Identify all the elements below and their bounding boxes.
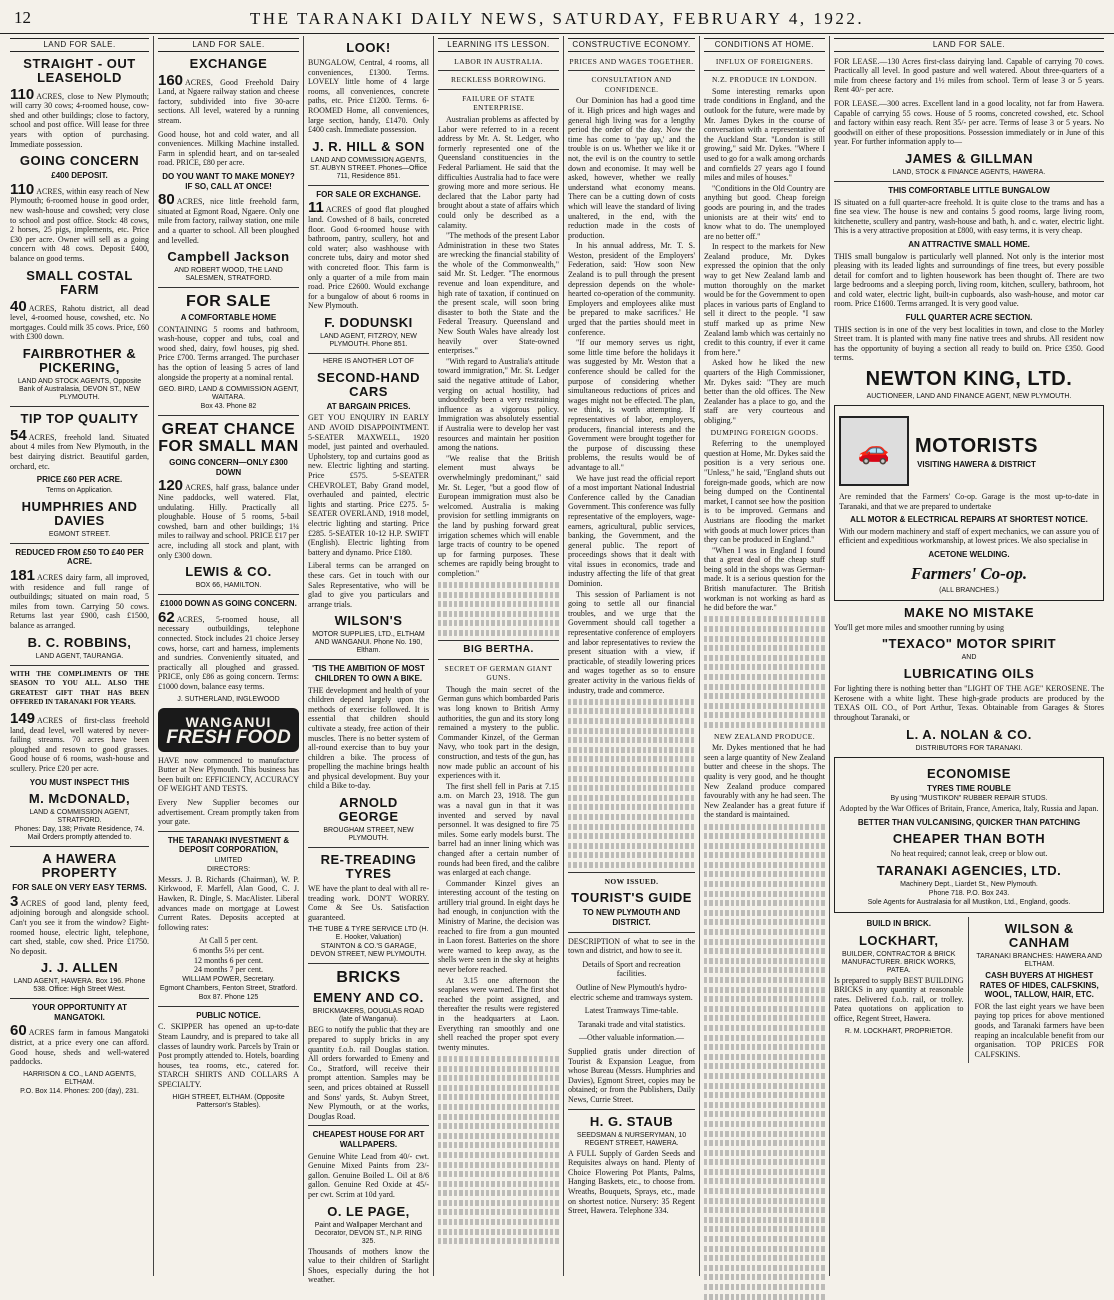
article-paragraph: In his annual address, Mr. T. S. Weston, president of the Employers' Federation, said: 'How soon New Zealand is to pull through the present depression depends on the whole-hearted co-operation of the community. Employers and employees alike must be prepared to make sacrifices.' He urged that the parties should meet in conference.: [568, 241, 695, 337]
ad-body: 181 ACRES dairy farm, all improved, with residence and full range of outbuildings; situated on main road, 5 miles from town. Carrying 50 cows. Returns last year £900, cash £1500, balance as arranged.: [10, 567, 149, 630]
ad-body: Genuine White Lead from 40/- cwt. Genuine Mixed Paints from 23/- gallon. Genuine Boiled L. Oil at 8/6 gallon. Genuine Red Oxide at 45/- per cwt. Scrim at 10d yard.: [308, 1151, 429, 1199]
ad-heading: A HAWERA PROPERTY: [41, 851, 118, 881]
ad-subheading: Phone 718. P.O. Box 243.: [928, 889, 1010, 897]
ad-heading: GREAT CHANCE FOR SMALL MAN: [158, 421, 299, 456]
ad-body: WITH THE COMPLIMENTS OF THE SEASON TO YOU ALL. ALSO THE GREATEST GIFT THAT HAS BEEN OFFERED IN TARANAKI FOR YEARS.: [10, 669, 149, 707]
article-paragraph: "If our memory serves us right, some little time before the holidays it was suggested by Mr. Weston that a conference should be called for the purpose of considering whether simultaneous reductions of prices and wages might not be effected. The plan, we think, is worth attempting. If representatives of labor, employers, producers, financial interests and the Government were brought together for the purpose of discussing these problems, the results would be of advantage to all.": [568, 338, 695, 472]
ad-heading: J. J. ALLEN: [40, 960, 119, 976]
rates-line: 6 months 5½ per cent.: [192, 946, 265, 956]
ad-subheading: AUCTIONEER, LAND AND FINANCE AGENT, NEW PLYMOUTH.: [866, 393, 1072, 401]
ad-heading: TOURIST'S GUIDE: [571, 890, 692, 906]
article-paragraph: Though the main secret of the German guns which bombarded Paris was long known to British Army authorities, the gun and its story long remained a mystery to the public. Commander Kinzel, of the German Navy, who took part in the design, construction, and tests of the gun, has now made public an account of his experiences with it.: [438, 684, 559, 781]
ad-subheading: THE TUBE & TYRE SERVICE LTD (H. E. Hooker, Valuation): [308, 926, 429, 942]
ad-subheading: FULL QUARTER ACRE SECTION.: [905, 313, 1033, 323]
ad-body: Are reminded that the Farmers' Co-op. Garage is the most up-to-date in Taranaki, and that we are prepared to undertake: [839, 492, 1099, 511]
ad-body: Liberal terms can be arranged on these cars. Get in touch with our Sales Representative, who will be glad to give you particulars and arrange trials.: [308, 561, 429, 609]
ad-body: BEG to notify the public that they are prepared to supply bricks in any quantity f.o.b. rail Douglas station. All orders forwarded to Emeny and Co., Stratford, will receive their prompt attention. Samples may be seen, and prices obtained at Russell and Sons' yards, St. Aubyn Street, New Plymouth, or at the works, Douglas Road.: [308, 1025, 429, 1121]
ad-subheading: BRICKMAKERS, DOUGLAS ROAD (late of Wanganui).: [312, 1008, 425, 1024]
article-paragraph: Commander Kinzel gives an interesting account of the testing on artillery trial ground. In eight days he had enough, in conjunction with the Ministry of Marine, the decision was reached to fire from a gun mounted in Laon forest. Batteries on the shore were warned to keep away, as the shells were seen in the sky at heights never before reached.: [438, 878, 559, 975]
ad-subheading: AND: [961, 654, 977, 662]
ad-heading: WILSON & CANHAM: [1004, 920, 1074, 950]
ad-subheading: R. M. LOCKHART, PROPRIETOR.: [844, 1027, 953, 1035]
wanganui-fresh-food-logo: WANGANUI FRESH FOOD: [158, 708, 299, 752]
ad-subheading: 'TIS THE AMBITION OF MOST CHILDREN TO OWN A BIKE.: [312, 664, 425, 683]
ad-heading: MOTORISTS: [915, 435, 1039, 458]
column-ads-3: [304, 36, 434, 1285]
ad-heading: MAKE NO MISTAKE: [903, 604, 1035, 620]
ad-subheading: ALL MOTOR & ELECTRICAL REPAIRS AT SHORTEST NOTICE.: [850, 515, 1088, 525]
ad-body: 110 ACRES, close to New Plymouth; will carry 30 cows; 4-roomed house, cow-shed and other buildings; close to factory, school and post office. Will lease for three years with option of purchasing. Immediate possession.: [10, 85, 149, 149]
article-headline: CONDITIONS AT HOME.: [704, 38, 825, 52]
column-article-conditions-at-home: [700, 36, 830, 1276]
ad-heading: SECOND-HAND CARS: [317, 369, 420, 399]
article-subheading: CONSULTATION AND CONFIDENCE.: [591, 75, 672, 94]
ad-subheading: GOING CONCERN—ONLY £300 DOWN: [169, 458, 288, 477]
rates-line: At Call 5 per cent.: [199, 936, 258, 946]
ad-body: 160 ACRES, Good Freehold Dairy Land, at Ngaere railway station and cheese factory, subdivided into five 30-acre sections. All level, watered by a running stream.: [158, 71, 299, 125]
ad-heading: RE-TREADING TYRES: [320, 852, 417, 882]
ad-heading: TARANAKI AGENCIES, LTD.: [876, 862, 1062, 878]
ad-heading: FAIRBROTHER & PICKERING,: [22, 345, 137, 375]
ad-body: 120 ACRES, half grass, balance under Nine paddocks, well watered. Flat, undulating. Hilly. Practically all ploughable. House of 5 rooms, 5-bail cowshed, barn and other buildings; 1¼ miles to railway and school. PRICE £17 per acre, including all stock and plant, with only £300 down.: [158, 477, 299, 560]
ad-subheading: TO NEW PLYMOUTH AND DISTRICT.: [582, 908, 681, 928]
ad-body: GET YOU ENQUIRY IN EARLY AND AVOID DISAPPOINTMENT. 5-SEATER MAXWELL, 1920 model, just painted and overhauled. Upholstery, top and curtains good as new. Electric lighting and starting. Price £575. 5-SEATER CHEVROLET, Baby Grand model, overhauled and painted, electric lights and starting. Price £275. 5-SEATER OVERLAND, 1918 model, electric lighting and starting. Price £285. 5-SEATER 10-12 H.P. SWIFT (English). Electric lighting from battery and dynamo. Price £180.: [308, 413, 429, 557]
ad-body: Supplied gratis under direction of Tourist & Expansion League, from whose Bureau (Messrs. Humphries and Davies), Egmont Street, copies may be obtained; or from the Publishers, Daily News, Currie Street.: [568, 1047, 695, 1104]
ad-body: BUNGALOW, Central, 4 rooms, all conveniences, £1300. Terms. LOVELY little home of 4 large rooms, all conveniences, concrete paths, etc. Price £1200. Terms. 6-ROOMED Home, all conveniences, large section, handy, £1470. Only £400 cash. Immediate possession.: [308, 58, 429, 135]
ad-heading: HUMPHRIES AND DAVIES: [21, 498, 138, 528]
page-columns: [6, 36, 1108, 1285]
ad-subheading: CASH BUYERS AT HIGHEST RATES OF HIDES, CALFSKINS, WOOL, TALLOW, HAIR, ETC.: [979, 970, 1099, 1000]
ad-subheading: £400 DEPOSIT.: [51, 171, 108, 181]
ad-heading: JAMES & GILLMAN: [904, 150, 1034, 166]
ad-heading: LOCKHART,: [858, 932, 939, 948]
article-subheading: SECRET OF GERMAN GIANT GUNS.: [444, 663, 553, 683]
ad-subheading: (ALL BRANCHES.): [939, 586, 999, 594]
column-header: LAND FOR SALE.: [158, 38, 299, 52]
guide-item: Latest Tramways Time-table.: [584, 1006, 679, 1016]
ad-heading: "TEXACO" MOTOR SPIRIT: [881, 636, 1057, 652]
lockhart-advert: [834, 917, 969, 1063]
ad-heading: LEWIS & CO.: [185, 564, 272, 580]
ad-subheading: THIS COMFORTABLE LITTLE BUNGALOW: [888, 185, 1050, 195]
page-number: 12: [14, 8, 31, 27]
ad-body: WE have the plant to deal with all re-treading work. DON'T WORRY. Come & See Us. Satisfaction guaranteed.: [308, 884, 429, 922]
ad-subheading: AT BARGAIN PRICES.: [326, 401, 411, 411]
ad-subheading: WILLIAM POWER, Secretary.: [182, 975, 275, 983]
column-land-for-sale-1: [6, 36, 154, 1276]
ad-subheading: MOTOR SUPPLIES, LTD., ELTHAM AND WANGANUI. Phone No. 190, Eltham.: [312, 631, 425, 655]
ad-subheading: P.O. Box 114. Phones: 200 (day), 231.: [20, 1087, 139, 1095]
column-article-learning-its-lesson: [434, 36, 564, 1276]
ad-heading: ECONOMISE: [927, 765, 1011, 781]
ad-body: THIS section is in one of the very best localities in town, and close to the Morley Street tram. It is planted with many fine native trees and shrubs. All resident now has the opportunity of buying a section all ready to build on. Price £350. Good terms.: [834, 324, 1104, 363]
ad-subheading: PRICE £60 PER ACRE.: [36, 475, 123, 485]
ad-subheading: HIGH STREET, ELTHAM. (Opposite Patterson's Stables).: [172, 1093, 285, 1109]
newspaper-title: THE TARANAKI DAILY NEWS, SATURDAY, FEBRUARY 4, 1922.: [249, 9, 865, 28]
ad-subheading: ACETONE WELDING.: [928, 550, 1010, 559]
ad-body: 11 ACRES of good flat ploughed land. Cowshed of 8 bails, concreted floor. Good 6-roomed house with bathroom, pantry, scullery, hot and cold water; also washhouse with concrete tubs, dairy and motor shed with concreted floor. This farm is only a quarter of a mile from main road. Price £2600. Would exchange for a bungalow of about 6 rooms in New Plymouth.: [308, 199, 429, 311]
ad-heading: H. G. STAUB: [589, 1113, 674, 1129]
ad-subheading: VISITING HAWERA & DISTRICT: [917, 460, 1036, 470]
column-header: LAND FOR SALE.: [834, 38, 1104, 52]
ad-subheading: LAND, STOCK & FINANCE AGENTS, HAWERA.: [892, 168, 1046, 176]
ad-body: With our modern machinery and staff of expert mechanics, we can assure you of efficient and expeditious workmanship, at lowest prices. We also specialise in: [839, 526, 1099, 546]
ad-subheading: REDUCED FROM £50 TO £40 PER ACRE.: [15, 547, 144, 567]
article-paragraph: "When I was in England I found that a great deal of the cheap stuff being sold in the shops was German-made. It is a serious question for the British manufacturer. The British workman is not working as hard as he did before the war.": [704, 545, 825, 613]
ad-body: Every New Supplier becomes our advertisement. Cream promptly taken from your gate.: [158, 797, 299, 827]
ad-body: C. SKIPPER has opened an up-to-date Steam Laundry, and is prepared to take all classes of laundry work. Parcels by Train or Post promptly attended to. Hotels, boarding houses, tea rooms, etc., catered for. STARCH SHIRTS AND COLLARS A SPECIALTY.: [158, 1022, 299, 1089]
ad-subheading: Machinery Dept., Liardet St., New Plymouth.: [900, 880, 1038, 888]
column-header: LAND FOR SALE.: [10, 38, 149, 52]
ad-subheading: DO YOU WANT TO MAKE MONEY? IF SO, CALL AT ONCE!: [162, 171, 295, 191]
guide-item: Taranaki trade and vital statistics.: [577, 1019, 686, 1029]
ad-heading: STRAIGHT - OUT LEASEHOLD: [23, 55, 136, 85]
ad-body: THIS small bungalow is particularly well planned. Not only is the interior most pleasing with its leaded lights and surroundings of fine trees, but every possible detail for comfort and to lighten housework has been thought of. There are two large bedrooms and a sleeping porch, living room, kitchen, scullery, bathroom, hot and cold water, electric light, built-in cupboards, also wash-house, and motor car room. Price £1600. Terms arranged. It is very good value.: [834, 251, 1104, 309]
ad-subheading: Terms on Application.: [46, 486, 113, 494]
article-subheading: LABOR IN AUSTRALIA.: [454, 56, 543, 66]
ad-heading: WILSON'S: [334, 613, 403, 629]
ad-heading: CHEAPER THAN BOTH: [892, 831, 1046, 847]
ad-subheading: EGMONT STREET.: [48, 530, 111, 538]
ad-subheading: Box 87. Phone 125: [198, 993, 259, 1001]
ad-subheading: NOW ISSUED.: [604, 876, 659, 886]
ad-subheading: STAINTON & CO.'S GARAGE, DEVON STREET, NEW PLYMOUTH.: [310, 943, 427, 959]
ad-heading: SMALL COSTAL FARM: [26, 267, 133, 297]
article-headline: BIG BERTHA.: [463, 644, 534, 656]
ad-subheading: FOR SALE ON VERY EASY TERMS.: [12, 883, 147, 893]
ad-subheading: GEO. BIRD, LAND & COMMISSION AGENT, WAITARA.: [158, 386, 299, 402]
ad-body: IS situated on a full quarter-acre freehold. It is quite close to the trams and has a fine sea view. The house is new and contains 5 good rooms, large living room, kitchenette, scullery and pantry, wash-house and bath, h. and c. water, electric light. This is a very attractive proposition at £800, with easy terms, it is very cheap.: [834, 197, 1104, 236]
ad-subheading: DIRECTORS:: [206, 865, 251, 873]
ad-heading: LOOK!: [346, 40, 391, 55]
ad-subheading: HERE IS ANOTHER LOT OF: [323, 357, 414, 365]
article-headline: LEARNING ITS LESSON.: [438, 38, 559, 52]
ad-heading: GOING CONCERN: [19, 153, 140, 169]
ad-subheading: J. SUTHERLAND, INGLEWOOD: [177, 695, 280, 703]
ad-heading: ARNOLD GEORGE: [338, 795, 399, 825]
ad-heading: THE TARANAKI INVESTMENT & DEPOSIT CORPORATION,: [167, 835, 290, 855]
ad-subheading: YOUR OPPORTUNITY AT MANGATOKI.: [32, 1003, 127, 1022]
rates-line: 24 months 7 per cent.: [193, 965, 264, 975]
ad-subheading: BOX 66, HAMILTON.: [195, 582, 262, 590]
ad-body: FOR the last eight years we have been paying top prices for above mentioned goods, and Taranaki farmers have been reaping an incalculable benefit from our organisation. TOP PRICES FOR CALFSKINS.: [974, 1001, 1104, 1059]
ad-subheading: Egmont Chambers, Fenton Street, Stratford.: [159, 984, 298, 992]
wilson-canham-advert: [975, 917, 1105, 1063]
ad-subheading: Paint and Wallpaper Merchant and Decorator, DEVON ST., N.P. RING 325.: [314, 1221, 423, 1245]
ad-body: 54 ACRES, freehold land. Situated about 4 miles from New Plymouth, in the best dairying district. Beautiful garden, orchard, etc.: [10, 426, 149, 471]
ad-body: Messrs. J. B. Richards (Chairman), W. P. Kirkwood, F. Marfell, Alan Good, C. J. Hawken, R. Dingle, S. MacAlister. Liberal advances made on mortgage at Lowest Current Rates. Deposits accepted at following rates:: [158, 874, 299, 932]
article-paragraph: We have just read the official report of a most important National Industrial Conference called by the Canadian Government. This conference was fully representative of the employers, wage-earners, agricultural, public services, banking, the Government, and the general public. The report of proceedings shows that it dealt with vital issues in economics, trade and industry affecting the life of that great Dominion.: [568, 473, 695, 589]
ad-body: CONTAINING 5 rooms and bathroom, wash-house, copper and tubs, coal and wood shed, dairy, fowl houses, pig shed. Price £700. Terms arranged. The purchaser has the option of leasing 5 acres of land alongside the property at a nominal rental.: [158, 324, 299, 382]
ad-subheading: PUBLIC NOTICE.: [196, 1010, 261, 1020]
ad-body: 60 ACRES farm in famous Mangatoki district, at a price every one can afford. Good house, sheds and well-watered paddocks.: [10, 1022, 149, 1067]
article-subheading: PRICES AND WAGES TOGETHER.: [569, 56, 694, 66]
ad-heading: Campbell Jackson: [167, 249, 290, 265]
rates-line: 12 months 6 per cent.: [193, 955, 264, 965]
column-land-for-sale-right: [830, 36, 1108, 1276]
guide-item: Outline of New Plymouth's hydro-electric scheme and tramways system.: [570, 983, 693, 1002]
ad-body: Adopted by the War Offices of Britain, France, America, Italy, Russia and Japan.: [839, 804, 1099, 814]
ad-body: 80 ACRES, nice little freehold farm, situated at Egmont Road, Ngaere. Only one mile from factory, railway station, one mile and a quarter to school. All been ploughed and levelled.: [158, 191, 299, 245]
ad-body: Is prepared to supply BEST BUILDING BRICKS in any quantity at reasonable rates. Delivered f.o.b. rail, or trolley. Patea quotations on application to office, Regent Street, Hawera.: [834, 975, 964, 1023]
ad-body: FOR LEASE.—300 acres. Excellent land in a good locality, not far from Hawera. Capable of carrying 55 cows. House of 5 rooms, concreted cowshed, etc. School and factory within easy reach. Rent 35/- per acre. Terms of lease 3 or 5 years. No goodwill on either of these propositions. Possession immediately or in June of this year. For further information apply to—: [834, 98, 1104, 147]
masthead: [0, 0, 1114, 34]
ad-subheading: SEEDSMAN & NURSERYMAN, 10 REGENT STREET, HAWERA.: [576, 1131, 687, 1147]
article-paragraph: "We realise that the British element must always be overwhelmingly predominant," said Mr. St. Leger, "but a good flow of European immigration must also be welcomed. Australia is making provision for settling immigrants on the land by pushing forward great irrigation schemes which will enable large tracts of country to be opened up for farming purposes. These schemes are rapidly being brought to completion.": [438, 453, 559, 578]
article-subheading: N.Z. PRODUCE IN LONDON.: [711, 75, 818, 85]
article-paragraph: Mr. Dykes mentioned that he had seen a large quantity of New Zealand butter and cheese in the shops. The quality is very good, and he thought New Zealand produce compared favourably with any he had seen. The New Zealander has a great future if the standard is maintained.: [704, 743, 825, 820]
ad-subheading: LAND AGENT, HAWERA. Box 196. Phone 538. Office: High Street West.: [13, 978, 146, 994]
ad-body: HAVE now commenced to manufacture Butter at New Plymouth. This business has been built on: EFFICIENCY, ACCURACY OF WEIGHT AND TESTS.: [158, 755, 299, 794]
ad-subheading: AND ROBERT WOOD, THE LAND SALESMEN, STRATFORD.: [174, 267, 283, 283]
article-paragraph: The first shell fell in Paris at 7.15 a.m. on March 23, 1918. The gun was a naval gun in that it was invented and served by naval personnel. It was designed to fire 75 miles. Some early models burst. The barrel had an inner lining which was changed after a certain number of rounds had been fired, and the calibre was enlarged at each change.: [438, 781, 559, 878]
ad-subheading: LAND AGENT, FITZROY, NEW PLYMOUTH. Phone 851.: [320, 332, 417, 348]
ad-heading: Farmers' Co-op.: [910, 563, 1028, 583]
car-icon: 🚗: [839, 416, 909, 486]
ad-heading: EXCHANGE: [189, 55, 268, 71]
ad-body: DESCRIPTION of what to see in the town and district, and how to see it.: [568, 936, 695, 956]
ad-subheading: Phones: Day, 138; Private Residence, 74. Mail Orders promptly attended to.: [14, 826, 145, 842]
ad-subheading: BUILDER, CONTRACTOR & BRICK MANUFACTURER. BRICK WORKS, PATEA.: [841, 950, 956, 974]
ad-subheading: Sole Agents for Australasia for all Mustikon, Ltd., England, goods.: [867, 898, 1071, 906]
ad-subheading: LIMITED: [214, 856, 243, 864]
ad-body: FOR LEASE.—130 Acres first-class dairying land. Capable of carrying 70 cows. Practically all level. In good pasture and well watered. About three-quarters of a mile from cheese factory and 1½ miles from school. Term of lease 3 or 5 years. Rent 40/- per acre.: [834, 56, 1104, 95]
ad-subheading: LAND AND STOCK AGENTS, Opposite Bank of Australasia, DEVON ST., NEW PLYMOUTH.: [17, 377, 142, 401]
ad-body: 62 ACRES, 5-roomed house, all necessary outbuildings, telephone connected. Stock includes 21 choice Jersey cows, horse, cart and harness, implements and sundries. Conveniently situated, and practically all ploughed and grassed. PRICE, only £86 as going concern. Terms: £1000 down, balance easy terms.: [158, 608, 299, 691]
ad-subheading: CHEAPEST HOUSE FOR ART WALLPAPERS.: [312, 1130, 425, 1149]
ad-heading: J. R. HILL & SON: [312, 138, 425, 154]
article-paragraph: At 3.15 one afternoon the seaplanes were warned. The first shot reached the point assigned, and thereafter the results were registered in the headquarters at Laon. Everything ran smoothly and one shell reached the proper spot every twenty minutes.: [438, 975, 559, 1052]
column-article-constructive-economy: [564, 36, 700, 1276]
ad-body: 3 ACRES of good land, plenty feed, adjoining borough and alongside school. Can't you see it from the window? Eight-roomed house, electric light, telephone, cart shed, stable, cow shed. Price £1750. No deposit.: [10, 892, 149, 956]
ad-body: You'll get more miles and smoother running by using: [834, 622, 1004, 632]
ad-body: For lighting there is nothing better than "LIGHT OF THE AGE" KEROSENE. The Kerosene with a white light. These high-grade products are produced by the TEXAS OIL CO., of Port Arthur, Texas. Obtainable from Garages & Stores throughout Taranaki, or: [834, 684, 1104, 722]
article-paragraph: "With regard to Australia's attitude toward immigration," Mr. St. Ledger said the negative attitude of Labor, verging on actual hostility, had undoubtedly been a very restraining influence as a vigorous policy. Immigration was absolutely essential if Australia were to develop her vast resources and maintain her position among the nations.: [438, 356, 559, 453]
ad-body: No heat required; cannot leak, creep or blow out.: [890, 849, 1048, 859]
ad-heading: M. McDONALD,: [28, 791, 131, 807]
article-paragraph: Australian problems as affected by Labor were referred to in a recent address by Mr. A. St. Ledger, who formerly represented one of the Queensland constituencies in the Federal Parliament. He said that the difficulties Australia had to face were growing more and more serious. He declared that the Labor party had brought about a state of affairs which could only be described as a calamity.: [438, 114, 559, 230]
ad-subheading: Box 43. Phone 82: [200, 403, 257, 411]
ad-subheading: AN ATTRACTIVE SMALL HOME.: [908, 239, 1030, 249]
ad-subheading: BETTER THAN VULCANISING, QUICKER THAN PATCHING: [857, 817, 1081, 827]
ad-subheading: LAND & COMMISSION AGENT, STRATFORD.: [29, 809, 130, 825]
motorists-advert: [834, 405, 1104, 601]
ad-body: THE development and health of your children depend largely upon the methods of exercise followed. It is essential that children should cultivate a steady, free action of their muscles. There is no better system of all-round exercise than to buy your children a bike. The process of propelling the machine brings health and physical development. Buy your child a Bike to-day.: [308, 685, 429, 791]
ad-heading: B. C. ROBBINS,: [27, 634, 132, 650]
ad-body: 40 ACRES, Rahotu district, all dead level, 4-roomed house, cowshed, etc. No mortgages. Could milk 35 cows. Price, £60 with £300 down.: [10, 297, 149, 342]
article-subheading: INFLUX OF FOREIGNERS.: [715, 56, 814, 66]
ad-heading: NEWTON KING, LTD.: [865, 368, 1073, 391]
ad-heading: FOR SALE: [186, 293, 271, 311]
ad-heading: BRICKS: [336, 969, 401, 987]
ad-body: Good house, hot and cold water, and all conveniences. Milking Machine installed. Farm in splendid heart, and on tar-sealed road. PRICE, £80 per acre.: [158, 129, 299, 168]
ad-heading: O. LE PAGE,: [327, 1203, 410, 1219]
ad-subheading: By using "MUSTIKON" RUBBER REPAIR STUDS.: [890, 795, 1048, 803]
article-paragraph: In respect to the markets for New Zealand produce, Mr. Dykes expressed the opinion that the only way to get New Zealand lamb and mutton thoroughly on the market would be for the Government to open places in various parts of England to sell it direct to the people. "I saw stuff marked up as prime New Zealand lamb which was certainly no credit to this country, if ever it came from here.": [704, 242, 825, 357]
ad-heading: LUBRICATING OILS: [903, 666, 1035, 682]
article-subheading: NEW ZEALAND PRODUCE.: [714, 731, 815, 741]
ad-heading: TIP TOP QUALITY: [20, 410, 139, 426]
article-subheading: FAILURE OF STATE ENTERPRISE.: [462, 93, 535, 113]
ad-subheading: HARRISON & CO., LAND AGENTS, ELTHAM.: [23, 1070, 136, 1086]
article-paragraph: Some interesting remarks upon trade conditions in England, and the outlook for the future, were made by Mr. James Dykes in the course of conversation with a representative of the Auckland Star. "London is still growing," said Mr. Dykes. "Where I used to go for a walk among orchards and cornfields 27 years ago I found miles and miles of houses.": [704, 86, 825, 183]
guide-item: —Other valuable information.—: [578, 1033, 685, 1043]
ad-body: A FULL Supply of Garden Seeds and Requisites always on hand. Plenty of Choice Flowering Pot Plants, Palms, Hanging Baskets, etc., to choose from. Wreaths, Bouquets, Sprays, etc., made on shortest notice. Nursery: 35 Regent Street, Hawera. Telephone 334.: [568, 1148, 695, 1216]
article-paragraph: "The methods of the present Labor Administration in these two States are wrecking the financial stability of the whole of the Commonwealth," said Mr. St. Ledger. "The enormous revenue and loan expenditure, and high rate of taxation, if continued on the present scale, will soon bring disaster to both the State and the Federal Treasury. Queensland and New South Wales have already lost heavily over State-owned enterprises.": [438, 231, 559, 356]
ad-subheading: TYRES TIME ROUBLE: [926, 783, 1011, 793]
article-subheading: DUMPING FOREIGN GOODS.: [710, 427, 819, 437]
ad-subheading: LAND AGENT, TAURANGA.: [35, 652, 124, 660]
ad-subheading: TARANAKI BRANCHES: HAWERA AND ELTHAM.: [976, 952, 1103, 968]
column-land-for-sale-2: [154, 36, 304, 1276]
ad-heading: EMENY AND CO.: [313, 990, 424, 1006]
ad-subheading: BROUGHAM STREET, NEW PLYMOUTH.: [323, 827, 414, 843]
ad-body: 149 ACRES of first-class freehold land, dead level, well watered by never-failing streams. 70 acres have been ploughed and resown to good grasses. Good house of 6 rooms, wash-house and scullery. Price £20 per acre.: [10, 709, 149, 773]
ad-subheading: LAND AND COMMISSION AGENTS, ST. AUBYN STREET. Phones—Office 711, Residence 851.: [309, 156, 428, 180]
article-paragraph: This session of Parliament is not going to settle all our financial troubles, and we urge that the Government should call together a representative conference of employers and labor representatives to review the present situation with a view, if practicable, of steadily lowering prices and wages together as so to ensure greater activity in the various fields of industry, trade and commerce.: [568, 589, 695, 695]
article-headline: CONSTRUCTIVE ECONOMY.: [568, 38, 695, 52]
ad-heading: L. A. NOLAN & CO.: [906, 726, 1032, 742]
ad-heading: F. DODUNSKI: [324, 314, 413, 330]
ad-subheading: A COMFORTABLE HOME: [180, 313, 277, 323]
article-paragraph: Our Dominion has had a good time of it. High prices and high wages and general high living was for a lengthy period the order of the day. Now the time has come to 'pay up,' and the trouble is on us. Whether we like it or not, the evil is on the country to settle down and economise. It may well be asked, however, whether we really understand what economy means. There can be a cutting down of costs which will leave the standard of living unaltered, in the end, with the reduction made in the costs of production.: [568, 96, 695, 240]
ad-subheading: YOU MUST INSPECT THIS: [29, 777, 130, 787]
ad-subheading: £1000 DOWN AS GOING CONCERN.: [160, 599, 297, 609]
article-paragraph: Asked how he liked the new quarters of the High Commissioner, Mr. Dykes said: "They are much better than the old offices. The New Zealander has a place to go, and the staff are very courteous and obliging.": [704, 358, 825, 425]
article-subheading: RECKLESS BORROWING.: [450, 75, 547, 85]
guide-item: Details of Sport and recreation facilities.: [582, 959, 681, 979]
ad-subheading: FOR SALE OR EXCHANGE.: [316, 189, 421, 199]
article-paragraph: "Conditions in the Old Country are anything but good. Cheap foreign goods are pouring in, and the trades unionists are at their wits' end to know what to do. The unemployed are no better off.": [704, 183, 825, 241]
article-paragraph: Referring to the unemployed question at Home, Mr. Dykes said the position is a very serious one. "Unless," he said, "England shuts out foreign-made goods, which are now being dumped on the Continental market, I cannot see how the position is to be improved. Germans and Austrians are flooding the market with goods at much lower prices than they can be produced in England.": [704, 439, 825, 545]
mustikon-advert: [834, 757, 1104, 913]
ad-body: 110 ACRES, within easy reach of New Plymouth; 6-roomed house in good order, new wash-house and cowshed; very close to school and post office. Stock: 48 cows, 2 horses, 25 pigs, implements, etc. Price £30 per acre. Owner will sell as a going concern with 48 cows. Deposit £400, balance on good terms.: [10, 180, 149, 263]
ad-subheading: BUILD IN BRICK.: [866, 918, 931, 928]
ad-subheading: DISTRIBUTORS FOR TARANAKI.: [915, 744, 1023, 752]
ad-body: Thousands of mothers know the value to their children of Starlight Shoes, especially during the hot weather.: [308, 1246, 429, 1285]
